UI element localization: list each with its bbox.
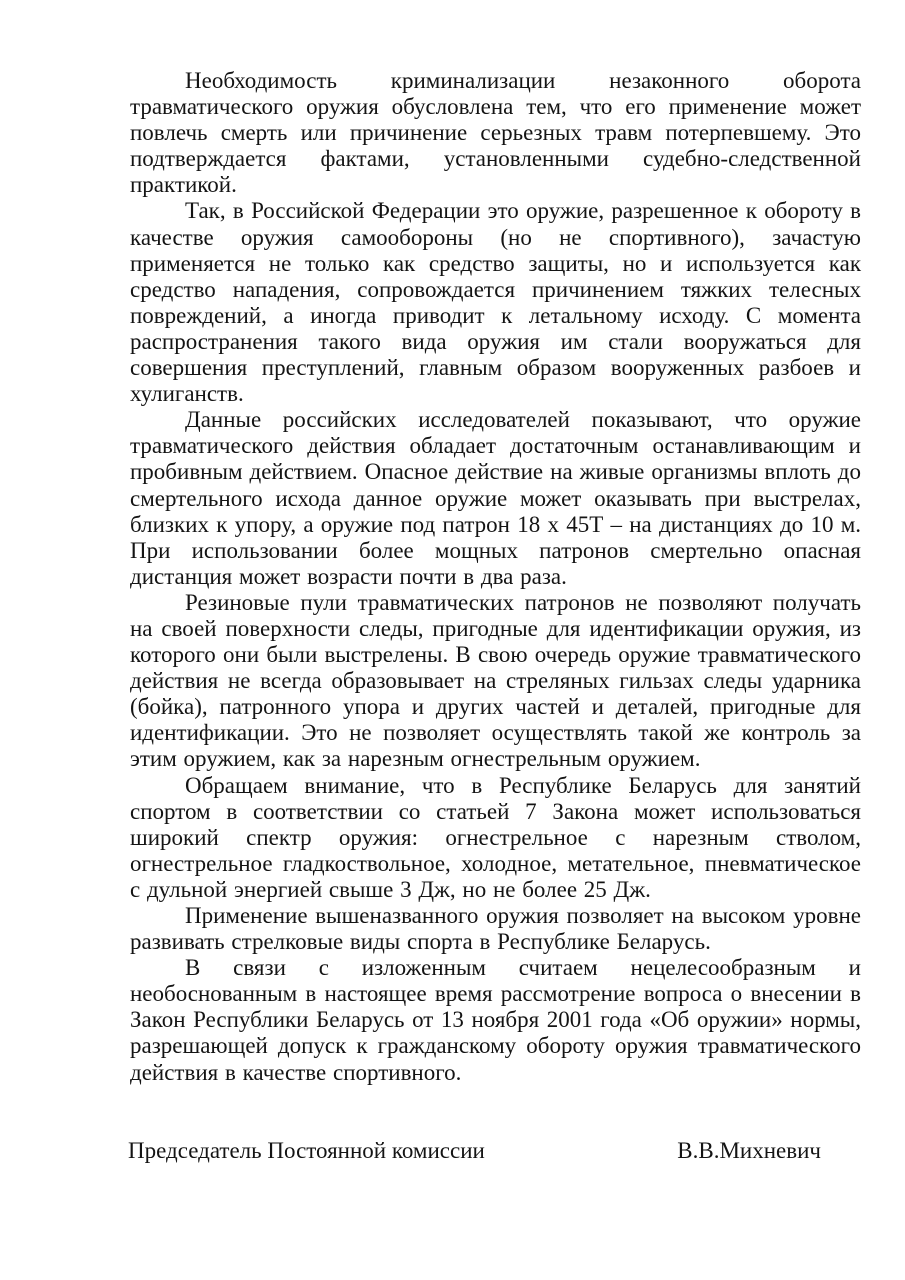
signature-name: В.В.Михневич bbox=[677, 1137, 821, 1163]
paragraph-conclusion: В связи с изложенным считаем нецелесообразным и необоснованным в настоящее время рассмотрение вопроса о внесении в Закон Республики Беларусь от 13 ноября 2001 года «Об оружии» нормы, разрешающей допуск к гражданскому обороту оружия травматического действия в качестве спортивного. bbox=[130, 955, 861, 1085]
signature-title: Председатель Постоянной комиссии bbox=[128, 1137, 485, 1163]
paragraph-research-data: Данные российских исследователей показывают, что оружие травматического действия обладает достаточным останавливающим и пробивным действием. Опасное действие на живые организмы вплоть до смертельного исхода данное оружие может оказывать при выстрелах, близких к упору, а оружие под патрон 18 х 45Т – на дистанциях до 10 м. При использовании более мощных патронов смертельно опасная дистанция может возрасти почти в два раза. bbox=[130, 407, 861, 589]
paragraph-rubber-bullets-identification: Резиновые пули травматических патронов не позволяют получать на своей поверхности следы, пригодные для идентификации оружия, из которого они были выстрелены. В свою очередь оружие травматического действия не всегда образовывает на стреляных гильзах следы ударника (бойка), патронного упора и других частей и деталей, пригодные для идентификации. Это не позволяет осуществлять такой же контроль за этим оружием, как за нарезным огнестрельным оружием. bbox=[130, 589, 861, 772]
paragraph-russian-federation-usage: Так, в Российской Федерации это оружие, разрешенное к обороту в качестве оружия самообороны (но не спортивного), зачастую применяется не только как средство защиты, но и используется как средство нападения, сопровождается причинением тяжких телесных повреждений, а иногда приводит к летальному исходу. С момента распространения такого вида оружия им стали вооружаться для совершения преступлений, главным образом вооруженных разбоев и хулиганств. bbox=[130, 198, 861, 407]
paragraph-belarus-sport-weapons: Обращаем внимание, что в Республике Беларусь для занятий спортом в соответствии со статьей 7 Закона может использоваться широкий спектр оружия: огнестрельное с нарезным стволом, огнестрельное гладкоствольное, холодное, метательное, пневматическое с дульной энергией свыше 3 Дж, но не более 25 Дж. bbox=[130, 772, 861, 902]
paragraph-necessity-criminalization: Необходимость криминализации незаконного оборота травматического оружия обусловлена тем, что его применение может повлечь смерть или причинение серьезных травм потерпевшему. Это подтверждается фактами, установленными судебно-следственной практикой. bbox=[130, 68, 861, 198]
paragraph-sport-development: Применение вышеназванного оружия позволяет на высоком уровне развивать стрелковые виды спорта в Республике Беларусь. bbox=[130, 903, 861, 955]
document-body bbox=[130, 68, 861, 1164]
signature-block bbox=[130, 1138, 861, 1164]
